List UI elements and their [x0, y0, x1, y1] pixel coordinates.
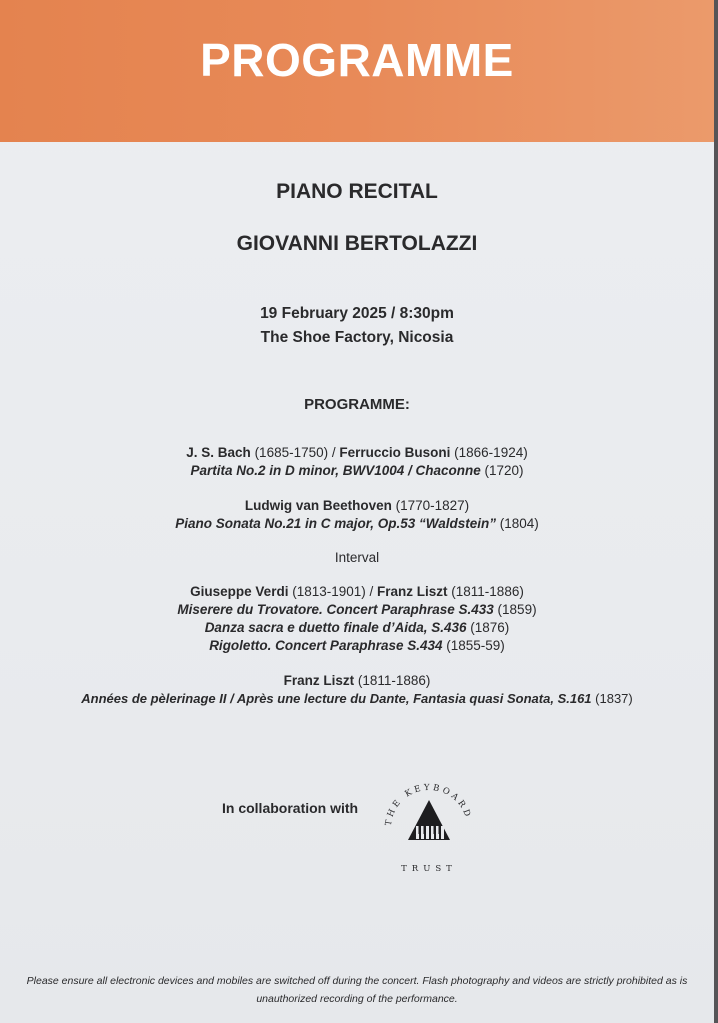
composer-dates: (1813-1901) / [288, 584, 378, 599]
event-venue: The Shoe Factory, Nicosia [260, 329, 454, 346]
work-title: Danza sacra e duetto finale d’Aida, S.436 [204, 620, 467, 635]
composer-name: Ferruccio Busoni [339, 445, 451, 460]
work-title: Années de pèlerinage II / Après une lecture du Dante, Fantasia quasi Sonata, S.161 [81, 691, 592, 706]
work-year: (1859) [493, 602, 537, 617]
composer-name: Franz Liszt [377, 584, 448, 599]
event-datetime: 19 February 2025 / 8:30pm [260, 305, 454, 322]
work-title: Miserere du Trovatore. Concert Paraphrase S.433 [177, 602, 494, 617]
work-year: (1804) [496, 516, 539, 531]
footer-line-1: Please ensure all electronic devices and mobiles are switched off during the concert. Flash photography and videos are strictly prohibited as is [26, 975, 688, 987]
page-edge [714, 0, 718, 1023]
footer-line-2: unauthorized recording of the performance. [256, 993, 458, 1005]
piece-verdi-liszt [0, 583, 714, 655]
composer-dates: (1770-1827) [391, 498, 470, 513]
composer-name: Ludwig van Beethoven [244, 498, 392, 513]
composer-name: J. S. Bach [186, 445, 251, 460]
work-title: Partita No.2 in D minor, BWV1004 / Chaconne [190, 463, 481, 478]
performer-name: GIOVANNI BERTOLAZZI [236, 232, 478, 255]
footer-notice [0, 972, 714, 1008]
work-year: (1720) [480, 463, 524, 478]
composer-dates: (1685-1750) / [250, 445, 340, 460]
piece-bach [0, 444, 714, 480]
work-year: (1876) [466, 620, 510, 635]
work-year: (1855-59) [442, 638, 505, 653]
composer-name: Giuseppe Verdi [190, 584, 289, 599]
event-title: PIANO RECITAL [276, 180, 438, 203]
collaboration-label: In collaboration with [222, 800, 359, 816]
composer-name: Franz Liszt [283, 673, 355, 688]
composer-dates: (1811-1886) [354, 673, 431, 688]
event-info [0, 302, 714, 350]
composer-dates: (1811-1886) [447, 584, 524, 599]
keyboard-trust-logo [374, 776, 484, 876]
work-title: Piano Sonata No.21 in C major, Op.53 “Waldstein” [175, 516, 497, 531]
work-title: Rigoletto. Concert Paraphrase S.434 [209, 638, 443, 653]
piece-beethoven [0, 497, 714, 533]
svg-text:TRUST: TRUST [401, 864, 457, 874]
piece-liszt [0, 672, 714, 708]
composer-dates: (1866-1924) [450, 445, 528, 460]
programme-heading: PROGRAMME: [304, 396, 410, 413]
header-band [0, 0, 714, 142]
svg-text:THE KEYBOARD: THE KEYBOARD [383, 782, 474, 827]
interval-label: Interval [334, 550, 380, 565]
work-year: (1837) [591, 691, 633, 706]
header-title: PROGRAMME [200, 34, 514, 86]
